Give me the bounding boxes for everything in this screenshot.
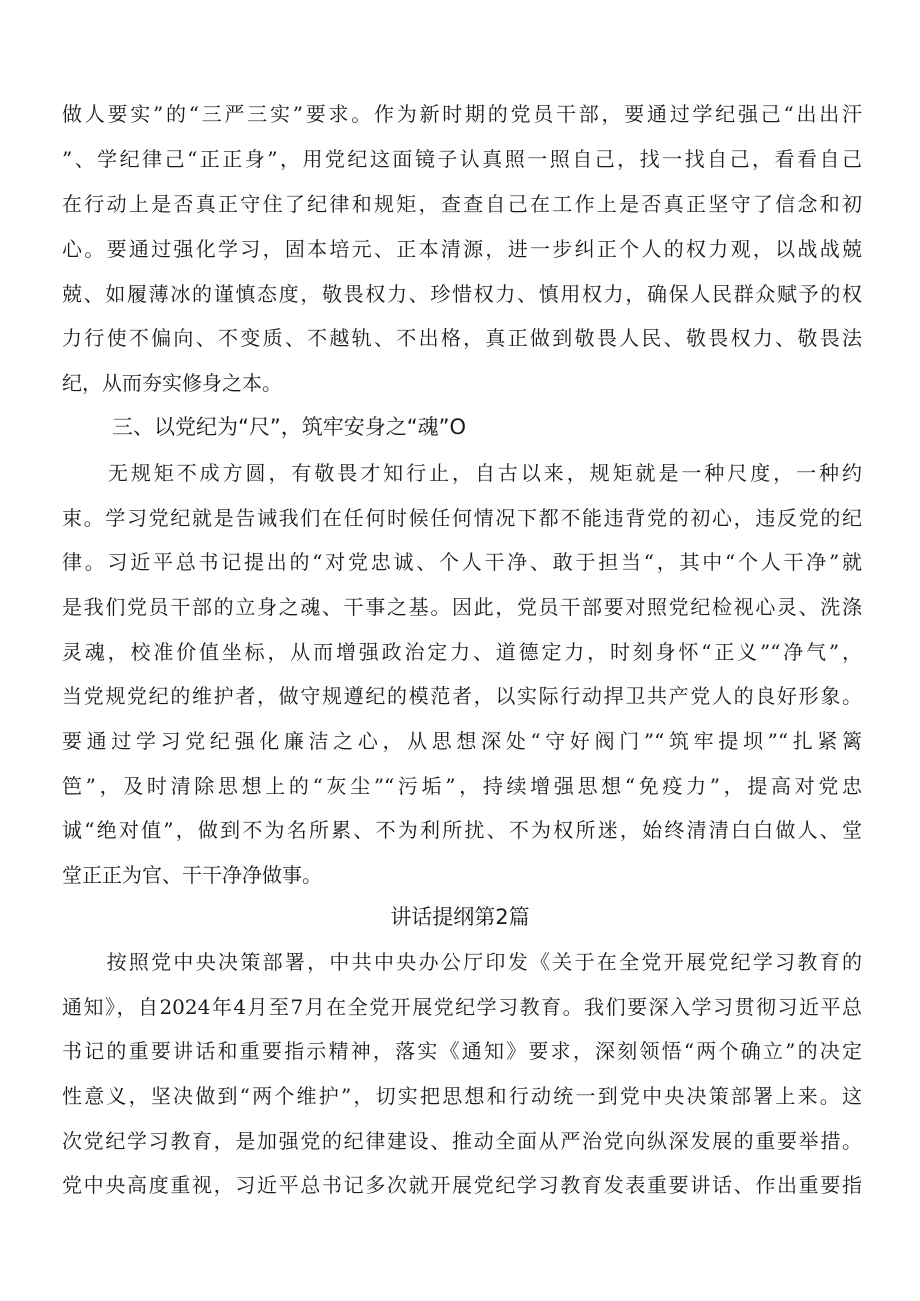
paragraph-line: ”、学纪律己“正正身”，用党纪这面镜子认真照一照自己，找一找自己，看看自己 [62, 147, 862, 171]
paragraph-line: 次党纪学习教育，是加强党的纪律建设、推动全面从严治党向纵深发展的重要举措。 [62, 1129, 862, 1153]
paragraph-line: 诚“绝对值”，做到不为名所累、不为利所扰、不为权所迷，始终清清白白做人、堂 [62, 818, 862, 842]
section-title: 讲话提纲第2篇 [390, 905, 530, 929]
paragraph-line: 堂正正为官、干干净净做事。 [62, 863, 322, 887]
paragraph-line: 心。要通过强化学习，固本培元、正本清源，进一步纠正个人的权力观，以战战兢 [62, 237, 862, 261]
paragraph-line: 要通过学习党纪强化廉洁之心，从思想深处“守好阀门”“筑牢提坝”“扎紧篱 [62, 729, 862, 753]
paragraph-line: 做人要实”的“三严三实”要求。作为新时期的党员干部，要通过学纪强己“出出汗 [62, 102, 862, 126]
paragraph-line: 党中央高度重视，习近平总书记多次就开展党纪学习教育发表重要讲话、作出重要指 [62, 1173, 862, 1197]
paragraph-line: 束。学习党纪就是告诫我们在任何时候任何情况下都不能违背党的初心，违反党的纪 [62, 506, 862, 530]
paragraph-line: 力行使不偏向、不变质、不越轨、不出格，真正做到敬畏人民、敬畏权力、敬畏法 [62, 326, 862, 350]
paragraph-line: 性意义，坚决做到“两个维护”，切实把思想和行动统一到党中央决策部署上来。这 [62, 1084, 862, 1108]
paragraph-line: 按照党中央决策部署，中共中央办公厅印发《关于在全党开展党纪学习教育的 [62, 950, 862, 974]
paragraph-line: 当党规党纪的维护者，做守规遵纪的模范者，以实际行动捍卫共产党人的良好形象。 [62, 684, 862, 708]
paragraph-line: 在行动上是否真正守住了纪律和规矩，查查自己在工作上是否真正坚守了信念和初 [62, 192, 862, 216]
paragraph-line: 兢、如履薄冰的谨慎态度，敬畏权力、珍惜权力、慎用权力，确保人民群众赋予的权 [62, 282, 862, 306]
paragraph-line: 书记的重要讲话和重要指示精神，落实《通知》要求，深刻领悟“两个确立”的决定 [62, 1039, 862, 1063]
paragraph-line: 纪，从而夯实修身之本。 [62, 371, 282, 395]
paragraph-line: 笆”，及时清除思想上的“灰尘”“污垢”，持续增强思想“免疫力”，提高对党忠 [62, 774, 862, 798]
paragraph-line: 无规矩不成方圆，有敬畏才知行止，自古以来，规矩就是一种尺度，一种约 [62, 461, 862, 485]
paragraph-line: 律。习近平总书记提出的“对党忠诚、个人干净、敢于担当“，其中“个人干净”就 [62, 550, 862, 574]
paragraph-line: 灵魂，校准价值坐标，从而增强政治定力、道德定力，时刻身怀“正义”“净气”， [62, 640, 862, 664]
paragraph-line: 通知》，自2024年4月至7月在全党开展党纪学习教育。我们要深入学习贯彻习近平总 [62, 995, 862, 1019]
paragraph-line: 是我们党员干部的立身之魂、干事之基。因此，党员干部要对照党纪检视心灵、洗涤 [62, 595, 862, 619]
section-heading: 三、以党纪为“尺”，筑牢安身之“魂”O [112, 415, 467, 439]
